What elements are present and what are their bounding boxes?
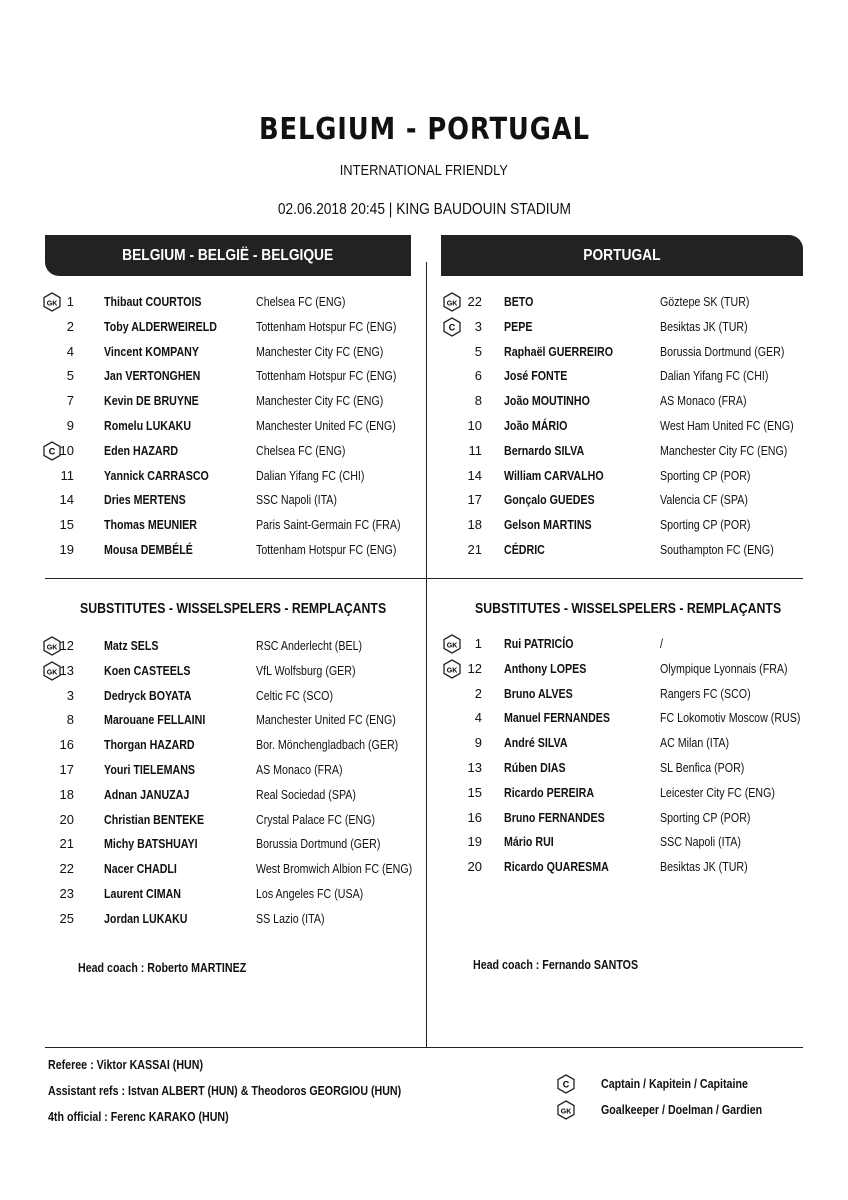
player-row (42, 859, 413, 879)
player-club: Valencia CF (SPA) (660, 492, 748, 508)
player-number: 4 (474, 710, 482, 726)
svg-text:C: C (48, 446, 56, 457)
player-number: 17 (59, 762, 74, 777)
player-name: Vincent KOMPANY (104, 343, 199, 359)
player-name: Yannick CARRASCO (104, 467, 209, 483)
player-club: RSC Anderlecht (BEL) (256, 638, 363, 653)
portugal-head-coach: Head coach : Fernando SANTOS (473, 957, 639, 972)
player-row (42, 490, 402, 510)
player-club: Besiktas JK (TUR) (660, 859, 748, 875)
player-row (42, 710, 402, 730)
player-club: Manchester United FC (ENG) (256, 712, 396, 728)
player-name: Ricardo QUARESMA (504, 859, 609, 875)
svg-text:GK: GK (446, 300, 458, 308)
player-name: Raphaël GUERREIRO (504, 343, 613, 359)
player-row (42, 441, 402, 461)
player-club: Dalian Yifang FC (CHI) (660, 368, 769, 384)
captain-icon (442, 317, 462, 337)
footer-divider (45, 1047, 803, 1048)
player-number: 9 (474, 735, 482, 751)
player-club: Borussia Dortmund (GER) (660, 343, 785, 359)
player-number: 18 (467, 517, 482, 533)
player-name: Bernardo SILVA (504, 442, 585, 458)
player-name: Manuel FERNANDES (504, 710, 611, 726)
player-club: Manchester United FC (ENG) (256, 418, 396, 433)
player-name: Michy BATSHUAYI (104, 836, 198, 852)
player-club: Tottenham Hotspur FC (ENG) (256, 368, 397, 384)
svg-text:GK: GK (46, 669, 58, 677)
player-number: 17 (467, 492, 482, 508)
player-club: West Bromwich Albion FC (ENG) (256, 861, 413, 877)
player-row (442, 708, 802, 728)
player-name: Kevin DE BRUYNE (104, 393, 199, 409)
player-number: 19 (59, 542, 74, 557)
player-number: 15 (467, 784, 482, 800)
player-row (42, 884, 402, 904)
player-row (442, 342, 802, 362)
player-number: 3 (66, 687, 74, 703)
player-number: 8 (474, 393, 482, 409)
player-name: João MOUTINHO (504, 393, 590, 409)
player-name: Thorgan HAZARD (104, 737, 195, 753)
player-name: Mário RUI (504, 834, 554, 850)
svg-text:GK: GK (446, 667, 458, 675)
player-number: 21 (467, 542, 482, 557)
player-name: Christian BENTEKE (104, 811, 205, 827)
player-club: Real Sociedad (SPA) (256, 786, 356, 802)
player-row (42, 785, 402, 805)
svg-text:GK: GK (46, 644, 58, 652)
svg-text:C: C (562, 1079, 570, 1090)
belgium-header: BELGIUM - BELGIË - BELGIQUE (45, 235, 411, 276)
match-title: BELGIUM - PORTUGAL (258, 112, 590, 147)
player-club: AS Monaco (FRA) (256, 762, 343, 777)
player-name: Bruno FERNANDES (504, 809, 605, 825)
player-name: Thomas MEUNIER (104, 517, 197, 533)
player-name: Adnan JANUZAJ (104, 786, 190, 802)
player-number: 13 (467, 760, 482, 775)
player-name: Koen CASTEELS (104, 662, 191, 678)
player-name: BETO (504, 294, 534, 309)
captain-legend-label: Captain / Kapitein / Capitaine (601, 1076, 748, 1091)
player-club: AS Monaco (FRA) (660, 393, 747, 409)
player-name: PEPE (504, 318, 533, 334)
player-number: 20 (467, 859, 482, 875)
player-name: Rúben DIAS (504, 760, 566, 775)
player-name: Gonçalo GUEDES (504, 492, 595, 508)
player-club: Sporting CP (POR) (660, 467, 751, 483)
player-number: 12 (59, 638, 74, 653)
player-club: Tottenham Hotspur FC (ENG) (256, 318, 397, 334)
player-name: Ricardo PEREIRA (504, 784, 595, 800)
goalkeeper-icon (442, 634, 462, 654)
player-club: Chelsea FC (ENG) (256, 294, 346, 309)
player-number: 8 (66, 712, 74, 728)
player-number: 13 (59, 662, 74, 678)
player-name: André SILVA (504, 735, 568, 751)
player-row (42, 661, 402, 681)
player-number: 11 (468, 442, 482, 458)
goalkeeper-icon (442, 292, 462, 312)
player-number: 2 (474, 685, 482, 701)
player-row (442, 490, 802, 510)
player-club: Tottenham Hotspur FC (ENG) (256, 542, 397, 557)
player-number: 5 (66, 368, 74, 384)
portugal-subs-title: SUBSTITUTES - WISSELSPELERS - REMPLAÇANTS (475, 600, 782, 617)
belgium-subs-title: SUBSTITUTES - WISSELSPELERS - REMPLAÇANTS (80, 600, 387, 617)
svg-text:GK: GK (46, 300, 58, 308)
player-row (42, 909, 402, 929)
player-row (442, 733, 802, 753)
player-name: José FONTE (504, 368, 568, 384)
player-club: Dalian Yifang FC (CHI) (256, 467, 365, 483)
player-number: 14 (467, 467, 482, 483)
player-number: 14 (59, 492, 74, 508)
player-club: Crystal Palace FC (ENG) (256, 811, 376, 827)
player-club: Bor. Mönchengladbach (GER) (256, 737, 399, 753)
goalkeeper-icon (556, 1100, 576, 1120)
player-number: 15 (59, 517, 74, 533)
player-name: Eden HAZARD (104, 442, 179, 458)
player-row (42, 342, 402, 362)
player-number: 18 (59, 786, 74, 802)
player-number: 12 (467, 660, 482, 676)
belgium-head-coach: Head coach : Roberto MARTINEZ (78, 960, 247, 975)
player-name: Laurent CIMAN (104, 886, 181, 901)
player-club: VfL Wolfsburg (GER) (256, 662, 356, 678)
player-number: 16 (59, 737, 74, 753)
player-name: Jordan LUKAKU (104, 910, 188, 926)
player-name: Rui PATRICÍO (504, 636, 574, 651)
player-name: William CARVALHO (504, 467, 604, 483)
svg-text:GK: GK (560, 1108, 572, 1116)
player-name: Anthony LOPES (504, 660, 587, 676)
player-club: Manchester City FC (ENG) (256, 343, 384, 359)
player-row (442, 540, 802, 560)
player-row (42, 636, 402, 656)
player-club: / (660, 636, 663, 651)
player-row (442, 634, 802, 654)
player-name: Toby ALDERWEIRELD (104, 318, 217, 334)
player-row (442, 659, 802, 679)
player-name: Matz SELS (104, 638, 159, 653)
captain-icon (556, 1074, 576, 1094)
player-row (42, 292, 402, 312)
player-club: Paris Saint-Germain FC (FRA) (256, 517, 401, 533)
player-row (442, 832, 802, 852)
player-club: Manchester City FC (ENG) (256, 393, 384, 409)
player-row (42, 760, 402, 780)
player-number: 1 (474, 636, 482, 651)
fourth-official: 4th official : Ferenc KARAKO (HUN) (48, 1109, 229, 1124)
player-row (442, 758, 802, 778)
player-number: 5 (474, 343, 482, 359)
player-club: Göztepe SK (TUR) (660, 294, 750, 309)
player-row (42, 515, 402, 535)
player-club: Olympique Lyonnais (FRA) (660, 660, 788, 676)
player-number: 16 (467, 809, 482, 825)
assistant-referees: Assistant refs : Istvan ALBERT (HUN) & Theodoros GEORGIOU (HUN) (48, 1083, 402, 1098)
player-name: Romelu LUKAKU (104, 418, 192, 433)
player-number: 25 (59, 910, 74, 926)
player-number: 22 (467, 294, 482, 309)
player-number: 6 (474, 368, 482, 384)
player-club: Sporting CP (POR) (660, 517, 751, 533)
player-number: 19 (467, 834, 482, 850)
player-number: 9 (66, 418, 74, 433)
player-number: 21 (59, 836, 74, 852)
player-row (442, 515, 802, 535)
player-row (442, 808, 802, 828)
player-row (442, 466, 802, 486)
player-row (442, 783, 802, 803)
player-club: Sporting CP (POR) (660, 809, 751, 825)
player-club: Los Angeles FC (USA) (256, 886, 364, 901)
player-number: 22 (59, 861, 74, 877)
player-row (42, 540, 402, 560)
player-row (42, 416, 402, 436)
player-club: Southampton FC (ENG) (660, 542, 774, 557)
player-name: Thibaut COURTOIS (104, 294, 202, 309)
player-club: AC Milan (ITA) (660, 735, 730, 751)
player-club: SSC Napoli (ITA) (256, 492, 337, 508)
player-row (442, 292, 802, 312)
player-row (42, 391, 402, 411)
player-row (42, 735, 402, 755)
match-subtitle: INTERNATIONAL FRIENDLY (339, 162, 509, 179)
player-row (442, 441, 802, 461)
player-club: SSC Napoli (ITA) (660, 834, 741, 850)
player-number: 11 (60, 467, 74, 483)
player-row (442, 684, 802, 704)
player-row (42, 686, 402, 706)
player-number: 4 (66, 343, 74, 359)
player-number: 23 (59, 886, 74, 901)
player-number: 3 (474, 318, 482, 334)
player-name: João MÁRIO (504, 418, 568, 433)
player-number: 10 (467, 418, 482, 433)
player-name: Dedryck BOYATA (104, 687, 192, 703)
player-number: 20 (59, 811, 74, 827)
player-row (42, 810, 402, 830)
goalkeeper-icon (442, 659, 462, 679)
player-name: Jan VERTONGHEN (104, 368, 201, 384)
player-row (442, 391, 802, 411)
player-club: Leicester City FC (ENG) (660, 784, 775, 800)
player-club: Rangers FC (SCO) (660, 685, 751, 701)
player-name: Gelson MARTINS (504, 517, 592, 533)
player-row (42, 834, 402, 854)
player-name: CÉDRIC (504, 542, 545, 557)
player-club: West Ham United FC (ENG) (660, 418, 794, 433)
player-club: FC Lokomotiv Moscow (RUS) (660, 710, 801, 726)
player-number: 1 (66, 294, 74, 309)
player-row (442, 857, 802, 877)
player-row (42, 366, 402, 386)
player-name: Marouane FELLAINI (104, 712, 206, 728)
player-club: Manchester City FC (ENG) (660, 442, 788, 458)
player-row (442, 317, 802, 337)
player-name: Dries MERTENS (104, 492, 186, 508)
svg-text:GK: GK (446, 642, 458, 650)
player-row (442, 416, 802, 436)
player-club: Chelsea FC (ENG) (256, 442, 346, 458)
player-name: Nacer CHADLI (104, 861, 177, 877)
player-number: 2 (66, 318, 74, 334)
player-row (42, 466, 402, 486)
portugal-header: PORTUGAL (441, 235, 803, 276)
section-divider (45, 578, 803, 579)
player-name: Youri TIELEMANS (104, 762, 196, 777)
svg-text:C: C (448, 322, 456, 333)
player-club: Celtic FC (SCO) (256, 687, 333, 703)
player-name: Mousa DEMBÉLÉ (104, 542, 193, 557)
player-number: 10 (59, 442, 74, 458)
match-info: 02.06.2018 20:45 | KING BAUDOUIN STADIUM (277, 201, 571, 218)
player-row (42, 317, 402, 337)
player-club: Besiktas JK (TUR) (660, 318, 748, 334)
player-number: 7 (66, 393, 74, 409)
player-club: SS Lazio (ITA) (256, 910, 325, 926)
goalkeeper-legend-label: Goalkeeper / Doelman / Gardien (601, 1102, 763, 1117)
referee: Referee : Viktor KASSAI (HUN) (48, 1057, 204, 1072)
player-club: Borussia Dortmund (GER) (256, 836, 381, 852)
player-name: Bruno ALVES (504, 685, 573, 701)
player-club: SL Benfica (POR) (660, 760, 745, 775)
player-row (442, 366, 802, 386)
